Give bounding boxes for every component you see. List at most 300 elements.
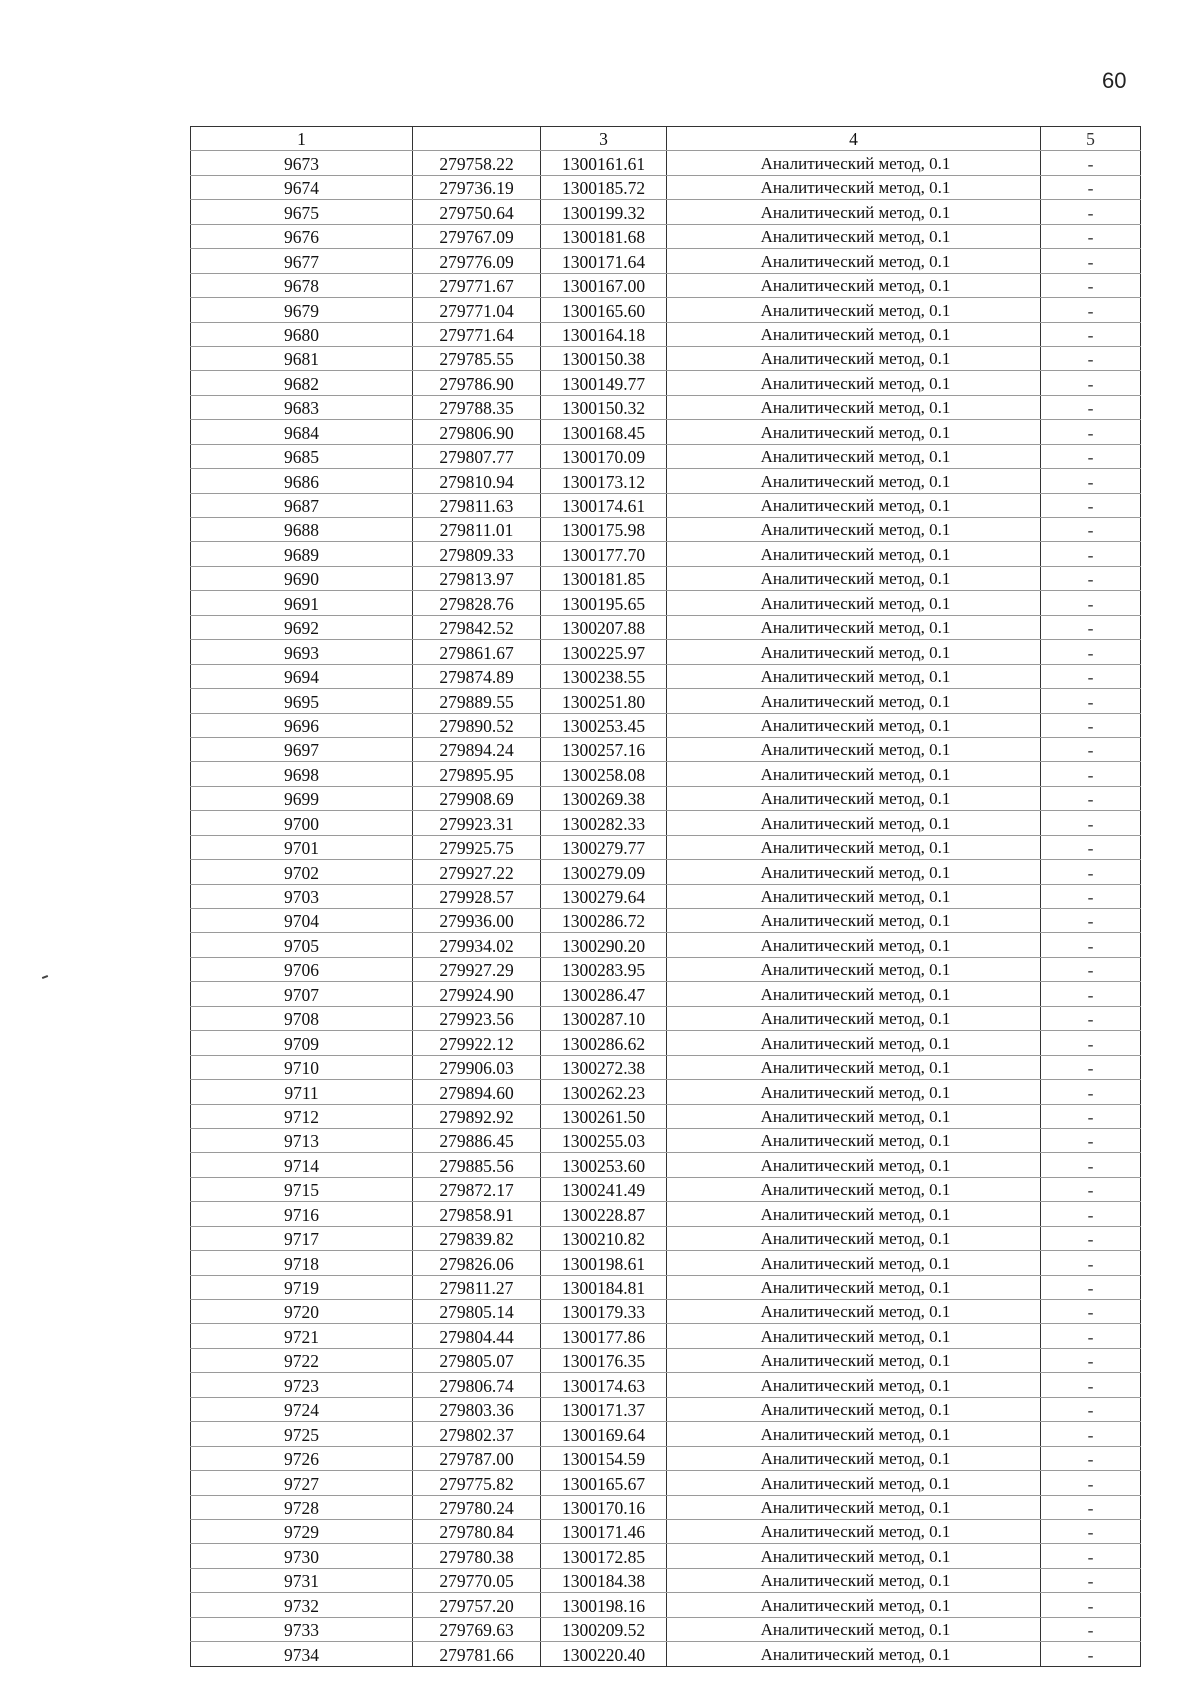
table-row <box>191 298 1141 322</box>
table-row <box>191 664 1141 688</box>
note-cell: - <box>1041 1080 1141 1104</box>
table-row <box>191 860 1141 884</box>
point-number-cell: 9692 <box>191 615 413 639</box>
method-accuracy-cell: Аналитический метод, 0.1 <box>667 542 1041 566</box>
y-coordinate-cell: 1300198.61 <box>541 1251 667 1275</box>
point-number-cell: 9727 <box>191 1471 413 1495</box>
method-accuracy-cell: Аналитический метод, 0.1 <box>667 249 1041 273</box>
x-coordinate-cell: 279785.55 <box>413 346 541 370</box>
x-coordinate-cell: 279750.64 <box>413 200 541 224</box>
x-coordinate-cell: 279828.76 <box>413 591 541 615</box>
point-number-cell: 9691 <box>191 591 413 615</box>
note-cell: - <box>1041 737 1141 761</box>
table-row <box>191 1031 1141 1055</box>
table-row <box>191 1397 1141 1421</box>
note-cell: - <box>1041 1544 1141 1568</box>
table-row <box>191 1006 1141 1030</box>
y-coordinate-cell: 1300164.18 <box>541 322 667 346</box>
note-cell: - <box>1041 1275 1141 1299</box>
table-row <box>191 469 1141 493</box>
note-cell: - <box>1041 835 1141 859</box>
y-coordinate-cell: 1300179.33 <box>541 1300 667 1324</box>
point-number-cell: 9676 <box>191 224 413 248</box>
method-accuracy-cell: Аналитический метод, 0.1 <box>667 371 1041 395</box>
method-accuracy-cell: Аналитический метод, 0.1 <box>667 298 1041 322</box>
point-number-cell: 9721 <box>191 1324 413 1348</box>
y-coordinate-cell: 1300282.33 <box>541 811 667 835</box>
x-coordinate-cell: 279780.24 <box>413 1495 541 1519</box>
note-cell: - <box>1041 200 1141 224</box>
point-number-cell: 9714 <box>191 1153 413 1177</box>
table-row <box>191 175 1141 199</box>
y-coordinate-cell: 1300286.62 <box>541 1031 667 1055</box>
y-coordinate-cell: 1300185.72 <box>541 175 667 199</box>
table-row <box>191 689 1141 713</box>
point-number-cell: 9729 <box>191 1519 413 1543</box>
y-coordinate-cell: 1300198.16 <box>541 1593 667 1617</box>
point-number-cell: 9722 <box>191 1348 413 1372</box>
x-coordinate-cell: 279771.64 <box>413 322 541 346</box>
x-coordinate-cell: 279788.35 <box>413 395 541 419</box>
point-number-cell: 9708 <box>191 1006 413 1030</box>
x-coordinate-cell: 279803.36 <box>413 1397 541 1421</box>
table-row <box>191 933 1141 957</box>
y-coordinate-cell: 1300253.45 <box>541 713 667 737</box>
table-row <box>191 1128 1141 1152</box>
x-coordinate-cell: 279936.00 <box>413 909 541 933</box>
table-row <box>191 1055 1141 1079</box>
x-coordinate-cell: 279923.31 <box>413 811 541 835</box>
point-number-cell: 9716 <box>191 1202 413 1226</box>
note-cell: - <box>1041 1568 1141 1592</box>
table-row <box>191 1251 1141 1275</box>
x-coordinate-cell: 279858.91 <box>413 1202 541 1226</box>
y-coordinate-cell: 1300207.88 <box>541 615 667 639</box>
y-coordinate-cell: 1300261.50 <box>541 1104 667 1128</box>
table-row <box>191 1568 1141 1592</box>
note-cell: - <box>1041 957 1141 981</box>
point-number-cell: 9713 <box>191 1128 413 1152</box>
note-cell: - <box>1041 1153 1141 1177</box>
note-cell: - <box>1041 566 1141 590</box>
point-number-cell: 9681 <box>191 346 413 370</box>
note-cell: - <box>1041 1642 1141 1666</box>
note-cell: - <box>1041 811 1141 835</box>
table-row <box>191 957 1141 981</box>
x-coordinate-cell: 279781.66 <box>413 1642 541 1666</box>
method-accuracy-cell: Аналитический метод, 0.1 <box>667 395 1041 419</box>
table-row <box>191 249 1141 273</box>
point-number-cell: 9684 <box>191 420 413 444</box>
method-accuracy-cell: Аналитический метод, 0.1 <box>667 566 1041 590</box>
y-coordinate-cell: 1300171.64 <box>541 249 667 273</box>
method-accuracy-cell: Аналитический метод, 0.1 <box>667 224 1041 248</box>
scan-artifact <box>42 975 48 979</box>
x-coordinate-cell: 279894.24 <box>413 737 541 761</box>
note-cell: - <box>1041 346 1141 370</box>
y-coordinate-cell: 1300228.87 <box>541 1202 667 1226</box>
y-coordinate-cell: 1300177.70 <box>541 542 667 566</box>
y-coordinate-cell: 1300220.40 <box>541 1642 667 1666</box>
note-cell: - <box>1041 1177 1141 1201</box>
table-row <box>191 151 1141 175</box>
note-cell: - <box>1041 1300 1141 1324</box>
y-coordinate-cell: 1300286.72 <box>541 909 667 933</box>
note-cell: - <box>1041 1251 1141 1275</box>
method-accuracy-cell: Аналитический метод, 0.1 <box>667 689 1041 713</box>
method-accuracy-cell: Аналитический метод, 0.1 <box>667 933 1041 957</box>
table-row <box>191 1153 1141 1177</box>
y-coordinate-cell: 1300279.64 <box>541 884 667 908</box>
point-number-cell: 9718 <box>191 1251 413 1275</box>
note-cell: - <box>1041 615 1141 639</box>
point-number-cell: 9698 <box>191 762 413 786</box>
x-coordinate-cell: 279872.17 <box>413 1177 541 1201</box>
note-cell: - <box>1041 518 1141 542</box>
method-accuracy-cell: Аналитический метод, 0.1 <box>667 811 1041 835</box>
method-accuracy-cell: Аналитический метод, 0.1 <box>667 640 1041 664</box>
method-accuracy-cell: Аналитический метод, 0.1 <box>667 1300 1041 1324</box>
x-coordinate-cell: 279767.09 <box>413 224 541 248</box>
table-row <box>191 640 1141 664</box>
x-coordinate-cell: 279802.37 <box>413 1422 541 1446</box>
method-accuracy-cell: Аналитический метод, 0.1 <box>667 322 1041 346</box>
note-cell: - <box>1041 249 1141 273</box>
point-number-cell: 9712 <box>191 1104 413 1128</box>
point-number-cell: 9724 <box>191 1397 413 1421</box>
method-accuracy-cell: Аналитический метод, 0.1 <box>667 1275 1041 1299</box>
method-accuracy-cell: Аналитический метод, 0.1 <box>667 1153 1041 1177</box>
y-coordinate-cell: 1300257.16 <box>541 737 667 761</box>
x-coordinate-cell: 279928.57 <box>413 884 541 908</box>
table-row <box>191 395 1141 419</box>
method-accuracy-cell: Аналитический метод, 0.1 <box>667 762 1041 786</box>
table-row <box>191 982 1141 1006</box>
method-accuracy-cell: Аналитический метод, 0.1 <box>667 664 1041 688</box>
page-number: 60 <box>1102 68 1127 93</box>
note-cell: - <box>1041 1495 1141 1519</box>
table-row <box>191 1177 1141 1201</box>
method-accuracy-cell: Аналитический метод, 0.1 <box>667 1104 1041 1128</box>
method-accuracy-cell: Аналитический метод, 0.1 <box>667 1080 1041 1104</box>
x-coordinate-cell: 279805.14 <box>413 1300 541 1324</box>
method-accuracy-cell: Аналитический метод, 0.1 <box>667 1446 1041 1470</box>
note-cell: - <box>1041 1202 1141 1226</box>
table-row <box>191 909 1141 933</box>
point-number-cell: 9700 <box>191 811 413 835</box>
table-row <box>191 566 1141 590</box>
table-row <box>191 1324 1141 1348</box>
y-coordinate-cell: 1300195.65 <box>541 591 667 615</box>
y-coordinate-cell: 1300167.00 <box>541 273 667 297</box>
table-row <box>191 737 1141 761</box>
note-cell: - <box>1041 1446 1141 1470</box>
point-number-cell: 9707 <box>191 982 413 1006</box>
x-coordinate-cell: 279894.60 <box>413 1080 541 1104</box>
y-coordinate-cell: 1300174.61 <box>541 493 667 517</box>
y-coordinate-cell: 1300174.63 <box>541 1373 667 1397</box>
table-row <box>191 1422 1141 1446</box>
y-coordinate-cell: 1300181.68 <box>541 224 667 248</box>
y-coordinate-cell: 1300149.77 <box>541 371 667 395</box>
method-accuracy-cell: Аналитический метод, 0.1 <box>667 1177 1041 1201</box>
point-number-cell: 9725 <box>191 1422 413 1446</box>
table-row <box>191 1471 1141 1495</box>
x-coordinate-cell: 279906.03 <box>413 1055 541 1079</box>
y-coordinate-cell: 1300255.03 <box>541 1128 667 1152</box>
method-accuracy-cell: Аналитический метод, 0.1 <box>667 175 1041 199</box>
table-row <box>191 1226 1141 1250</box>
note-cell: - <box>1041 371 1141 395</box>
point-number-cell: 9731 <box>191 1568 413 1592</box>
method-accuracy-cell: Аналитический метод, 0.1 <box>667 200 1041 224</box>
y-coordinate-cell: 1300251.80 <box>541 689 667 713</box>
method-accuracy-cell: Аналитический метод, 0.1 <box>667 1544 1041 1568</box>
table-row <box>191 493 1141 517</box>
note-cell: - <box>1041 175 1141 199</box>
point-number-cell: 9679 <box>191 298 413 322</box>
y-coordinate-cell: 1300171.46 <box>541 1519 667 1543</box>
table-row <box>191 1348 1141 1372</box>
point-number-cell: 9687 <box>191 493 413 517</box>
table-row <box>191 420 1141 444</box>
method-accuracy-cell: Аналитический метод, 0.1 <box>667 615 1041 639</box>
table-row <box>191 518 1141 542</box>
point-number-cell: 9702 <box>191 860 413 884</box>
table-row <box>191 591 1141 615</box>
table-row <box>191 1104 1141 1128</box>
x-coordinate-cell: 279885.56 <box>413 1153 541 1177</box>
table-row <box>191 1275 1141 1299</box>
note-cell: - <box>1041 664 1141 688</box>
point-number-cell: 9711 <box>191 1080 413 1104</box>
table-row <box>191 273 1141 297</box>
x-coordinate-cell: 279786.90 <box>413 371 541 395</box>
note-cell: - <box>1041 689 1141 713</box>
y-coordinate-cell: 1300269.38 <box>541 786 667 810</box>
y-coordinate-cell: 1300165.67 <box>541 1471 667 1495</box>
y-coordinate-cell: 1300241.49 <box>541 1177 667 1201</box>
note-cell: - <box>1041 1617 1141 1641</box>
note-cell: - <box>1041 1519 1141 1543</box>
table-row <box>191 224 1141 248</box>
table-row <box>191 1202 1141 1226</box>
point-number-cell: 9686 <box>191 469 413 493</box>
point-number-cell: 9675 <box>191 200 413 224</box>
y-coordinate-cell: 1300169.64 <box>541 1422 667 1446</box>
method-accuracy-cell: Аналитический метод, 0.1 <box>667 982 1041 1006</box>
point-number-cell: 9690 <box>191 566 413 590</box>
method-accuracy-cell: Аналитический метод, 0.1 <box>667 1348 1041 1372</box>
x-coordinate-cell: 279806.74 <box>413 1373 541 1397</box>
y-coordinate-cell: 1300177.86 <box>541 1324 667 1348</box>
table-row <box>191 713 1141 737</box>
note-cell: - <box>1041 322 1141 346</box>
note-cell: - <box>1041 786 1141 810</box>
note-cell: - <box>1041 1593 1141 1617</box>
x-coordinate-cell: 279776.09 <box>413 249 541 273</box>
y-coordinate-cell: 1300258.08 <box>541 762 667 786</box>
point-number-cell: 9677 <box>191 249 413 273</box>
table-row <box>191 884 1141 908</box>
x-coordinate-cell: 279861.67 <box>413 640 541 664</box>
point-number-cell: 9719 <box>191 1275 413 1299</box>
table-row <box>191 811 1141 835</box>
method-accuracy-cell: Аналитический метод, 0.1 <box>667 1251 1041 1275</box>
note-cell: - <box>1041 1422 1141 1446</box>
y-coordinate-cell: 1300150.32 <box>541 395 667 419</box>
y-coordinate-cell: 1300209.52 <box>541 1617 667 1641</box>
x-coordinate-cell: 279757.20 <box>413 1593 541 1617</box>
x-coordinate-cell: 279890.52 <box>413 713 541 737</box>
x-coordinate-cell: 279811.01 <box>413 518 541 542</box>
table-row <box>191 762 1141 786</box>
point-number-cell: 9701 <box>191 835 413 859</box>
method-accuracy-cell: Аналитический метод, 0.1 <box>667 1471 1041 1495</box>
note-cell: - <box>1041 1128 1141 1152</box>
point-number-cell: 9734 <box>191 1642 413 1666</box>
x-coordinate-cell: 279771.67 <box>413 273 541 297</box>
table-row <box>191 1617 1141 1641</box>
method-accuracy-cell: Аналитический метод, 0.1 <box>667 493 1041 517</box>
x-coordinate-cell: 279809.33 <box>413 542 541 566</box>
note-cell: - <box>1041 420 1141 444</box>
x-coordinate-cell: 279775.82 <box>413 1471 541 1495</box>
point-number-cell: 9699 <box>191 786 413 810</box>
x-coordinate-cell: 279780.38 <box>413 1544 541 1568</box>
y-coordinate-cell: 1300199.32 <box>541 200 667 224</box>
method-accuracy-cell: Аналитический метод, 0.1 <box>667 835 1041 859</box>
point-number-cell: 9674 <box>191 175 413 199</box>
header-col-3: 3 <box>541 127 667 151</box>
table-row <box>191 1593 1141 1617</box>
table-row <box>191 1544 1141 1568</box>
method-accuracy-cell: Аналитический метод, 0.1 <box>667 1226 1041 1250</box>
method-accuracy-cell: Аналитический метод, 0.1 <box>667 1568 1041 1592</box>
note-cell: - <box>1041 469 1141 493</box>
x-coordinate-cell: 279807.77 <box>413 444 541 468</box>
method-accuracy-cell: Аналитический метод, 0.1 <box>667 1593 1041 1617</box>
header-col-5: 5 <box>1041 127 1141 151</box>
method-accuracy-cell: Аналитический метод, 0.1 <box>667 957 1041 981</box>
x-coordinate-cell: 279758.22 <box>413 151 541 175</box>
method-accuracy-cell: Аналитический метод, 0.1 <box>667 1495 1041 1519</box>
y-coordinate-cell: 1300210.82 <box>541 1226 667 1250</box>
y-coordinate-cell: 1300272.38 <box>541 1055 667 1079</box>
y-coordinate-cell: 1300283.95 <box>541 957 667 981</box>
note-cell: - <box>1041 884 1141 908</box>
table-row <box>191 371 1141 395</box>
x-coordinate-cell: 279787.00 <box>413 1446 541 1470</box>
point-number-cell: 9685 <box>191 444 413 468</box>
y-coordinate-cell: 1300225.97 <box>541 640 667 664</box>
y-coordinate-cell: 1300184.81 <box>541 1275 667 1299</box>
point-number-cell: 9733 <box>191 1617 413 1641</box>
x-coordinate-cell: 279811.27 <box>413 1275 541 1299</box>
point-number-cell: 9732 <box>191 1593 413 1617</box>
x-coordinate-cell: 279922.12 <box>413 1031 541 1055</box>
point-number-cell: 9683 <box>191 395 413 419</box>
method-accuracy-cell: Аналитический метод, 0.1 <box>667 884 1041 908</box>
point-number-cell: 9688 <box>191 518 413 542</box>
note-cell: - <box>1041 1006 1141 1030</box>
table-row <box>191 835 1141 859</box>
y-coordinate-cell: 1300170.16 <box>541 1495 667 1519</box>
point-number-cell: 9720 <box>191 1300 413 1324</box>
point-number-cell: 9717 <box>191 1226 413 1250</box>
point-number-cell: 9705 <box>191 933 413 957</box>
y-coordinate-cell: 1300181.85 <box>541 566 667 590</box>
y-coordinate-cell: 1300172.85 <box>541 1544 667 1568</box>
table-row <box>191 1373 1141 1397</box>
y-coordinate-cell: 1300175.98 <box>541 518 667 542</box>
note-cell: - <box>1041 1471 1141 1495</box>
y-coordinate-cell: 1300286.47 <box>541 982 667 1006</box>
y-coordinate-cell: 1300150.38 <box>541 346 667 370</box>
point-number-cell: 9694 <box>191 664 413 688</box>
x-coordinate-cell: 279806.90 <box>413 420 541 444</box>
x-coordinate-cell: 279810.94 <box>413 469 541 493</box>
note-cell: - <box>1041 1031 1141 1055</box>
note-cell: - <box>1041 298 1141 322</box>
method-accuracy-cell: Аналитический метод, 0.1 <box>667 469 1041 493</box>
x-coordinate-cell: 279927.29 <box>413 957 541 981</box>
method-accuracy-cell: Аналитический метод, 0.1 <box>667 1422 1041 1446</box>
y-coordinate-cell: 1300161.61 <box>541 151 667 175</box>
x-coordinate-cell: 279770.05 <box>413 1568 541 1592</box>
table-row <box>191 200 1141 224</box>
method-accuracy-cell: Аналитический метод, 0.1 <box>667 1055 1041 1079</box>
y-coordinate-cell: 1300279.09 <box>541 860 667 884</box>
method-accuracy-cell: Аналитический метод, 0.1 <box>667 737 1041 761</box>
method-accuracy-cell: Аналитический метод, 0.1 <box>667 1202 1041 1226</box>
method-accuracy-cell: Аналитический метод, 0.1 <box>667 420 1041 444</box>
y-coordinate-cell: 1300176.35 <box>541 1348 667 1372</box>
method-accuracy-cell: Аналитический метод, 0.1 <box>667 1324 1041 1348</box>
note-cell: - <box>1041 1226 1141 1250</box>
note-cell: - <box>1041 542 1141 566</box>
x-coordinate-cell: 279805.07 <box>413 1348 541 1372</box>
point-number-cell: 9728 <box>191 1495 413 1519</box>
note-cell: - <box>1041 444 1141 468</box>
note-cell: - <box>1041 982 1141 1006</box>
table-row <box>191 444 1141 468</box>
note-cell: - <box>1041 1104 1141 1128</box>
x-coordinate-cell: 279804.44 <box>413 1324 541 1348</box>
y-coordinate-cell: 1300253.60 <box>541 1153 667 1177</box>
note-cell: - <box>1041 1348 1141 1372</box>
note-cell: - <box>1041 273 1141 297</box>
point-number-cell: 9726 <box>191 1446 413 1470</box>
method-accuracy-cell: Аналитический метод, 0.1 <box>667 1128 1041 1152</box>
table-row <box>191 1519 1141 1543</box>
method-accuracy-cell: Аналитический метод, 0.1 <box>667 909 1041 933</box>
point-number-cell: 9715 <box>191 1177 413 1201</box>
method-accuracy-cell: Аналитический метод, 0.1 <box>667 1006 1041 1030</box>
x-coordinate-cell: 279813.97 <box>413 566 541 590</box>
note-cell: - <box>1041 1055 1141 1079</box>
method-accuracy-cell: Аналитический метод, 0.1 <box>667 346 1041 370</box>
point-number-cell: 9730 <box>191 1544 413 1568</box>
point-number-cell: 9696 <box>191 713 413 737</box>
table-row <box>191 1300 1141 1324</box>
x-coordinate-cell: 279769.63 <box>413 1617 541 1641</box>
note-cell: - <box>1041 933 1141 957</box>
x-coordinate-cell: 279826.06 <box>413 1251 541 1275</box>
y-coordinate-cell: 1300154.59 <box>541 1446 667 1470</box>
method-accuracy-cell: Аналитический метод, 0.1 <box>667 1519 1041 1543</box>
x-coordinate-cell: 279811.63 <box>413 493 541 517</box>
